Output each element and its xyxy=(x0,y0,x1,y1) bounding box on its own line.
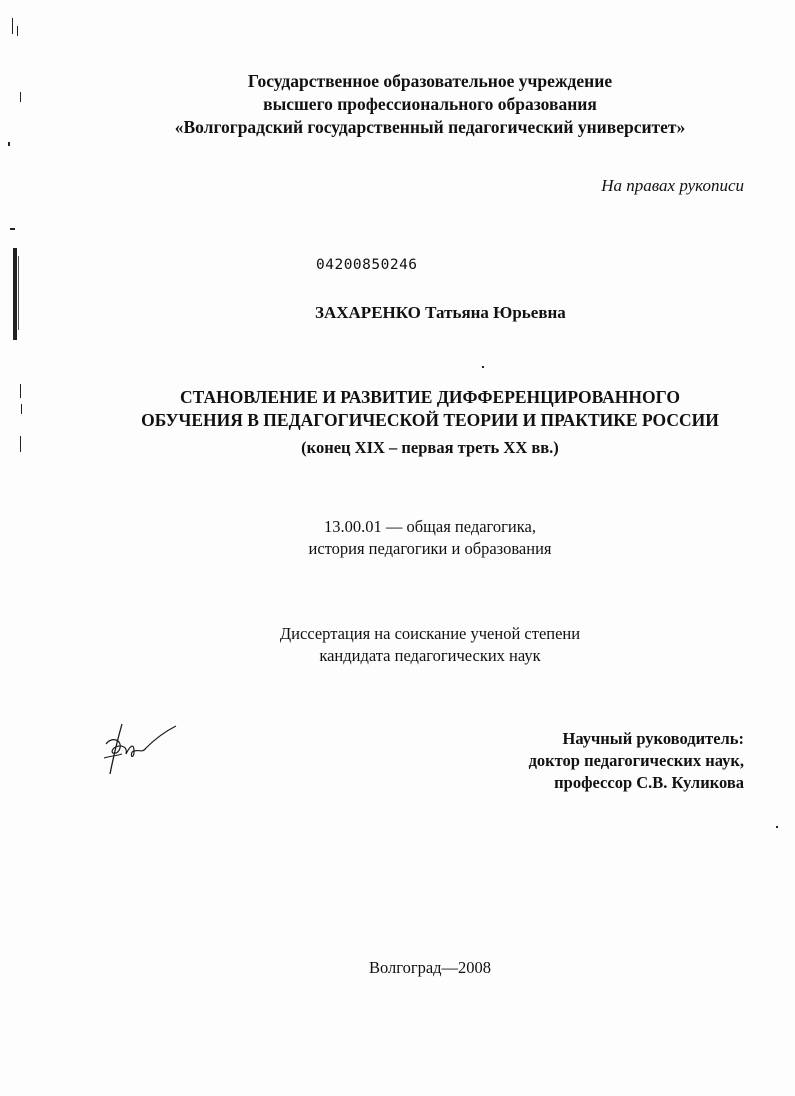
supervisor-block xyxy=(529,728,744,794)
degree-line-2: кандидата педагогических наук xyxy=(319,646,541,665)
institution-header xyxy=(100,70,760,139)
scan-artifact xyxy=(13,248,17,340)
institution-line-2: высшего профессионального образования xyxy=(263,94,597,114)
scan-artifact xyxy=(18,256,19,330)
handwritten-signature xyxy=(100,718,180,776)
catalog-code: 04200850246 xyxy=(316,257,418,273)
degree-line-1: Диссертация на соискание ученой степени xyxy=(279,624,581,643)
degree-statement xyxy=(100,623,760,667)
scan-artifact xyxy=(17,26,18,36)
scan-artifact xyxy=(12,18,13,34)
scan-artifact xyxy=(482,366,484,368)
scan-artifact xyxy=(20,384,21,398)
supervisor-label: Научный руководитель: xyxy=(562,729,744,748)
supervisor-degree: доктор педагогических наук, xyxy=(528,751,744,770)
scan-artifact xyxy=(20,92,21,102)
specialty-line-1: 13.00.01 — общая педагогика, xyxy=(324,517,536,536)
institution-line-3: «Волгоградский государственный педагогический университет» xyxy=(174,117,686,137)
scan-artifact xyxy=(10,228,15,230)
scan-artifact xyxy=(8,142,10,146)
title-subtitle: (конец XIX – первая треть XX вв.) xyxy=(301,438,559,457)
dissertation-title xyxy=(95,386,765,432)
author-name: ЗАХАРЕНКО Татьяна Юрьевна xyxy=(315,303,566,322)
specialty-line-2: история педагогики и образования xyxy=(308,539,552,558)
rights-note: На правах рукописи xyxy=(601,176,744,195)
place-year: Волгоград—2008 xyxy=(368,958,492,977)
institution-line-1: Государственное образовательное учреждение xyxy=(247,71,613,91)
supervisor-name: профессор С.В. Куликова xyxy=(554,773,744,792)
specialty xyxy=(100,516,760,560)
scan-artifact xyxy=(20,436,21,452)
scan-artifact xyxy=(21,404,22,414)
title-line-1: СТАНОВЛЕНИЕ И РАЗВИТИЕ ДИФФЕРЕНЦИРОВАННОГО xyxy=(180,387,680,407)
title-line-2: ОБУЧЕНИЯ В ПЕДАГОГИЧЕСКОЙ ТЕОРИИ И ПРАКТИКЕ РОССИИ xyxy=(141,410,719,430)
scan-artifact xyxy=(776,826,778,828)
